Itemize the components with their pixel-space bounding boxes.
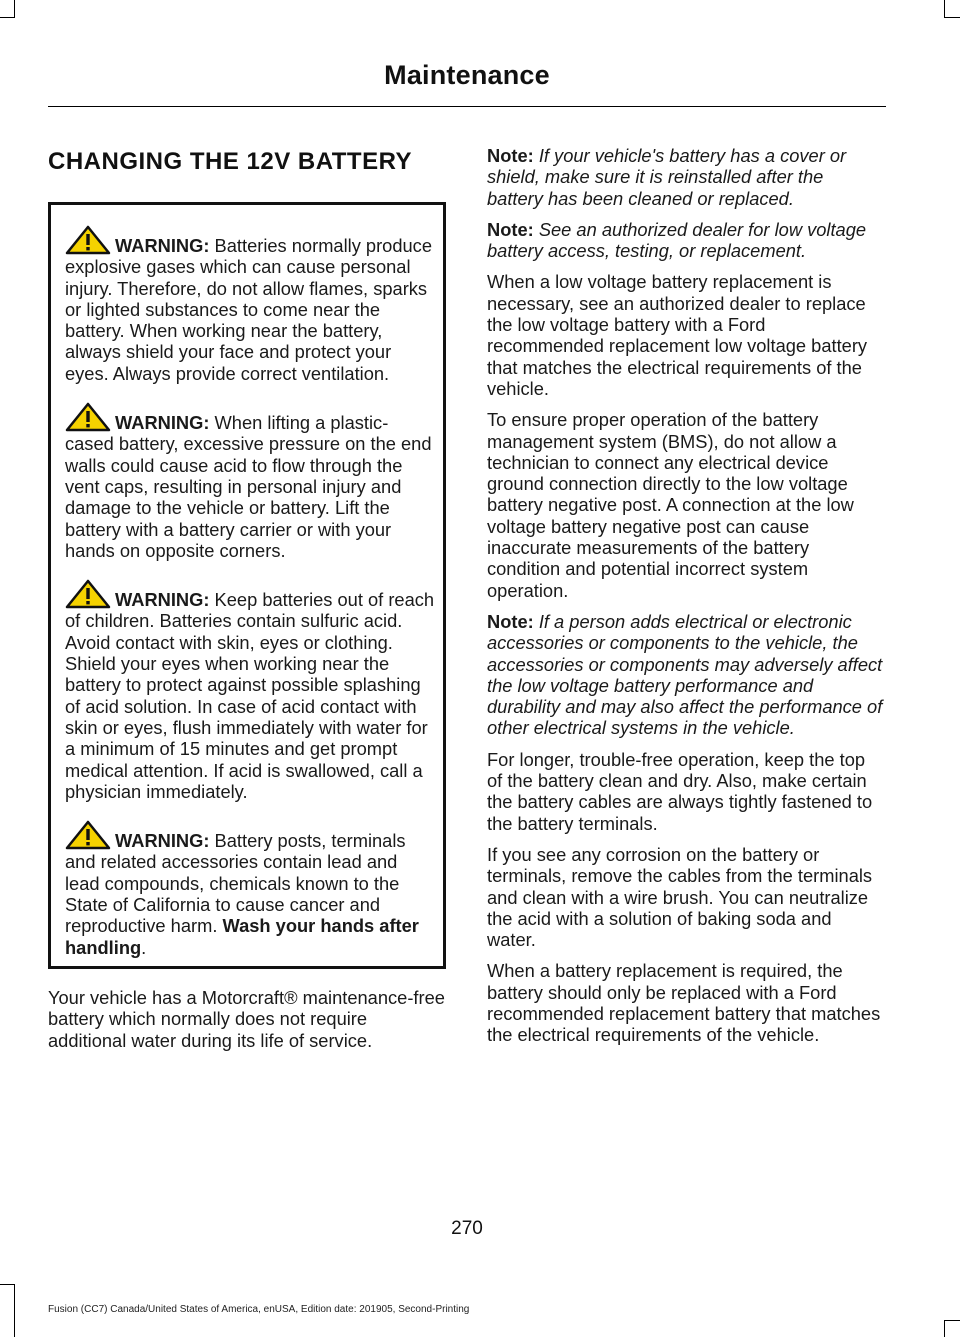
- note-label: Note:: [487, 145, 534, 166]
- warning-label: WARNING:: [115, 412, 210, 434]
- warning-text: Battery posts, terminals and related accessories contain lead and lead compounds, chemicals known to the State of California to cause cancer and reproductive harm.: [65, 830, 406, 937]
- note-accessories: [487, 611, 883, 739]
- right-column: [487, 145, 883, 1056]
- paragraph-bms: To ensure proper operation of the battery management system (BMS), do not allow a technician to connect any electrical device ground connection directly to the low voltage battery negative post. A connection at the low voltage battery negative post can cause inaccurate measurements of the battery condition and potential incorrect system operation.: [487, 409, 854, 601]
- note-label: Note:: [487, 610, 534, 632]
- note-cover-shield: [487, 145, 883, 209]
- crop-mark-bottom-right-h: [944, 1320, 960, 1321]
- left-column: [48, 145, 446, 1061]
- warning-end-punctuation: .: [141, 936, 147, 958]
- warning-triangle-icon: [65, 820, 111, 850]
- crop-mark-bottom-left-v: [14, 1284, 15, 1337]
- note-dealer-access: [487, 219, 883, 262]
- warning-label: WARNING:: [115, 830, 210, 852]
- warning-lead-compounds: [65, 820, 435, 958]
- warning-text: Keep batteries out of reach of children. Batteries contain sulfuric acid. Avoid contact with skin, eyes or clothing. Shield your eyes when working near the battery to protect against possible splashing of acid solution. In case of acid contact with skin or eyes, flush immediately with water for a minimum of 15 minutes and get prompt medical attention. If acid is swallowed, call a physician immediately.: [65, 589, 435, 802]
- paragraph-replacement: When a low voltage battery replacement is necessary, see an authorized dealer to replace the low voltage battery with a Ford recommended replacement low voltage battery that matches the electrical requirements of the vehicle.: [487, 271, 868, 399]
- warning-label: WARNING:: [115, 235, 210, 256]
- footer-edition-info: Fusion (CC7) Canada/United States of America, enUSA, Edition date: 201905, Second-Printing: [48, 1304, 470, 1315]
- note-text: If your vehicle's battery has a cover or shield, make sure it is reinstalled after the battery has been cleaned or replaced.: [487, 145, 847, 209]
- paragraph-replacement-required: When a battery replacement is required, the battery should only be replaced with a Ford recommended replacement battery that matches the electrical requirements of the vehicle.: [487, 960, 881, 1046]
- note-label: Note:: [487, 218, 534, 240]
- note-text: See an authorized dealer for low voltage battery access, testing, or replacement.: [487, 218, 867, 262]
- warning-children-acid: [65, 579, 435, 802]
- warning-label: WARNING:: [115, 589, 210, 611]
- page-number: 270: [451, 1218, 483, 1239]
- warning-triangle-icon: [65, 402, 111, 432]
- warning-triangle-icon: [65, 225, 111, 255]
- note-text: If a person adds electrical or electronic accessories or components to the vehicle, the accessories or components may adversely affect the low voltage battery performance and durability and may also affect the performance of other electrical systems in the vehicle.: [487, 610, 883, 739]
- crop-mark-top-left-v: [14, 0, 15, 18]
- crop-mark-bottom-right-v: [944, 1320, 945, 1337]
- header-divider: [48, 106, 886, 107]
- page-header-title: Maintenance: [384, 60, 550, 90]
- paragraph-clean-dry: For longer, trouble-free operation, keep the top of the battery clean and dry. Also, make certain the battery cables are always tightly fastened to the battery terminals.: [487, 748, 873, 834]
- motorcraft-paragraph: Your vehicle has a Motorcraft® maintenance-free battery which normally does not require additional water during its life of service.: [48, 986, 445, 1051]
- section-title: CHANGING THE 12V BATTERY: [48, 148, 413, 175]
- crop-mark-top-left-h: [0, 17, 15, 18]
- crop-mark-top-right-h: [944, 17, 960, 18]
- paragraph-corrosion: If you see any corrosion on the battery or terminals, remove the cables from the terminals and clean with a wire brush. You can neutralize the acid with a solution of baking soda and water.: [487, 843, 873, 951]
- crop-mark-top-right-v: [944, 0, 945, 18]
- warning-explosive-gases: [65, 225, 435, 384]
- warning-lifting-battery: [65, 402, 435, 561]
- warning-bold-instruction: Wash your hands after handling: [65, 915, 419, 958]
- warnings-box: [48, 202, 446, 969]
- warning-triangle-icon: [65, 579, 111, 609]
- warning-text: When lifting a plastic-cased battery, excessive pressure on the end walls could cause acid to flow through the vent caps, resulting in personal injury and damage to the vehicle or battery. Lift the battery with a battery carrier or with your hands on opposite corners.: [65, 412, 432, 561]
- warning-text: Batteries normally produce explosive gases which can cause personal injury. Therefore, do not allow flames, sparks or lighted substances to come near the battery. When working near the battery, always shield your face and protect your eyes. Always provide correct ventilation.: [65, 235, 432, 384]
- crop-mark-bottom-left-h: [0, 1284, 15, 1285]
